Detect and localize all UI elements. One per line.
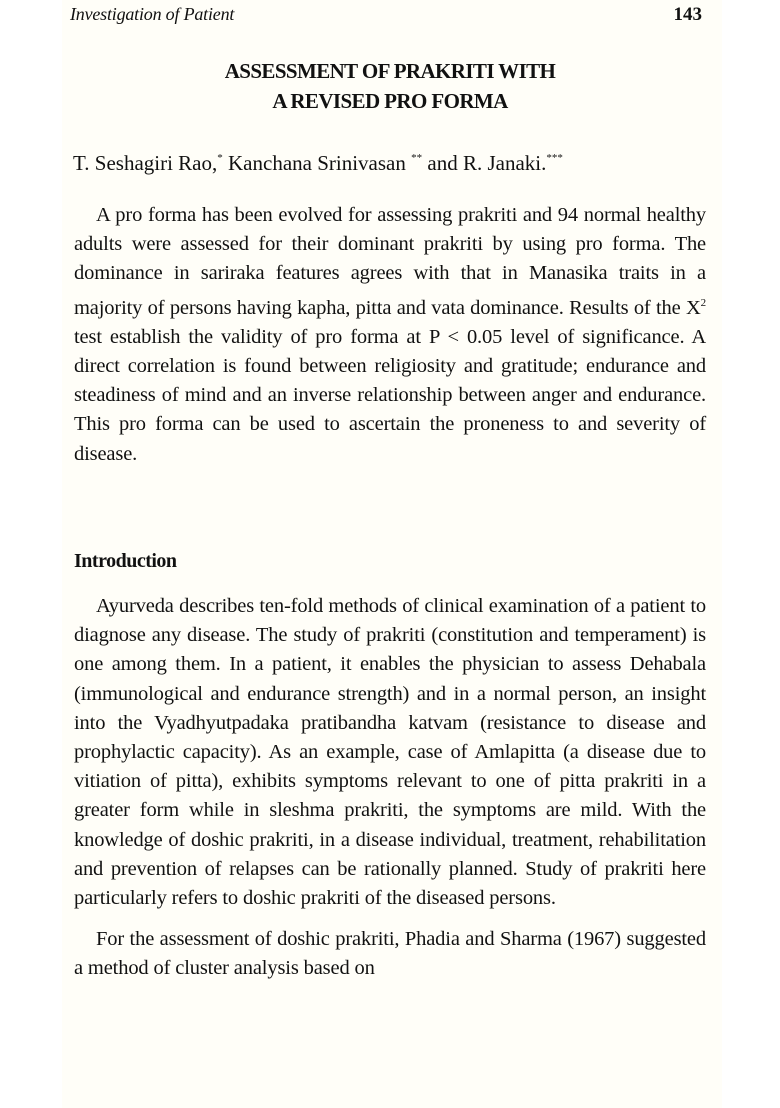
author-name: Kanchana Srinivasan bbox=[228, 151, 406, 175]
author-name: T. Seshagiri Rao, bbox=[73, 151, 218, 175]
author-footnote-mark: * bbox=[217, 152, 223, 164]
page-number: 143 bbox=[673, 4, 702, 25]
chi-square-superscript: 2 bbox=[700, 296, 706, 309]
author-list bbox=[73, 143, 723, 178]
author-footnote-mark: ** bbox=[411, 152, 423, 164]
abstract bbox=[74, 201, 706, 469]
running-head-title: Investigation of Patient bbox=[70, 4, 235, 24]
author-name: and R. Janaki. bbox=[427, 151, 547, 175]
section-heading-introduction: Introduction bbox=[74, 550, 177, 572]
introduction-body bbox=[74, 592, 706, 984]
article-title bbox=[0, 56, 780, 116]
abstract-paragraph: A pro forma has been evolved for assessing prakriti and 94 normal healthy adults were assessed for their dominant prakriti by using pro forma. The dominance in sariraka features agrees with that in Manasika traits in a majority of persons having kapha, pitta and vata dominance. Results of the $X^2$ test establish the validity of pro forma at P < 0.05 level of significance. A direct correlation is found between religiosity and gratitude; endurance and steadiness of mind and an inverse relationship between anger and endurance. This pro forma can be used to ascertain the proneness to and severity of disease. bbox=[74, 204, 706, 465]
running-head bbox=[70, 4, 702, 26]
author-footnote-mark: *** bbox=[546, 152, 563, 164]
article-title-line-1: ASSESSMENT OF PRAKRITI WITH bbox=[224, 59, 556, 83]
introduction-paragraph: Ayurveda describes ten-fold methods of clinical examination of a patient to diagnose any disease. The study of prakriti (constitution and temperament) is one among them. In a patient, it enables the physician to assess Dehabala (immunological and endurance strength) and in a normal person, an insight into the Vyadhyutpadaka pratibandha katvam (resistance to disease and prophylactic capacity). As an example, case of Amlapitta (a disease due to vitiation of pitta), exhibits symptoms relevant to one of pitta prakriti in a greater form while in sleshma prakriti, the symptoms are mild. With the knowledge of doshic prakriti, in a disease individual, treatment, rehabilitation and prevention of relapses can be rationally planned. Study of prakriti here particularly refers to doshic prakriti of the diseased persons. bbox=[74, 595, 706, 910]
introduction-paragraph: For the assessment of doshic prakriti, Phadia and Sharma (1967) suggested a method of cluster analysis based on bbox=[74, 928, 706, 980]
article-title-line-2: A REVISED PRO FORMA bbox=[272, 89, 508, 113]
